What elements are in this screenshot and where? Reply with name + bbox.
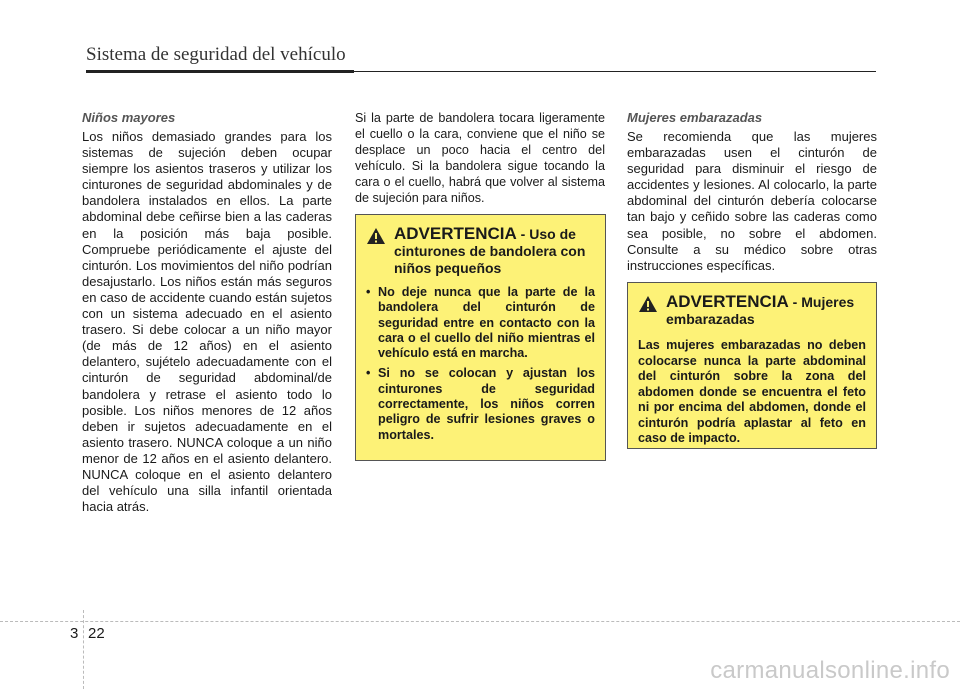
warning-box-pregnant <box>627 282 877 449</box>
column-3 <box>627 110 877 274</box>
warning-box-small-children <box>355 214 606 461</box>
header-rule <box>86 70 354 73</box>
warning-list <box>366 285 595 443</box>
warning-title: - Uso de cinturones de bandolera con niños pequeños <box>394 226 586 276</box>
page-header-title: Sistema de seguridad del vehículo <box>86 44 346 65</box>
column-1 <box>82 110 332 515</box>
warning-triangle-icon <box>366 227 386 245</box>
header-rule-thin <box>354 71 876 72</box>
section-subhead-pregnant: Mujeres embarazadas <box>627 110 763 125</box>
warning-body: Las mujeres embarazadas no deben colocarse nunca la parte abdominal del cinturón sobre la zona del abdomen donde se encuentra el feto ni por encima del abdomen, donde el cinturón podría aplastar al feto en caso de impacto. <box>638 338 866 445</box>
warning-label: ADVERTENCIA <box>394 224 517 243</box>
warning-title: - Mujeres embarazadas <box>666 294 855 327</box>
warning-triangle-icon <box>638 295 658 313</box>
footer-divider <box>83 610 84 689</box>
chapter-number: 3 <box>70 625 79 642</box>
section-body-shoulder-belt: Si la parte de bandolera tocara ligeramente el cuello o la cara, conviene que el niño se desplace un poco hacia el centro del vehículo. Si la bandolera sigue tocando la cara o el cuello, habrá que volver al sistema de sujeción para niños. <box>355 111 605 206</box>
column-2 <box>355 110 605 207</box>
warning-item: • Si no se colocan y ajustan los cinturones de seguridad correctamente, los niños corren peligro de sufrir lesiones graves o mortales. <box>366 366 595 442</box>
footer-rule <box>0 621 960 622</box>
warning-label: ADVERTENCIA <box>666 292 789 311</box>
page-number: 22 <box>88 625 105 642</box>
section-body-pregnant: Se recomienda que las mujeres embarazadas usen el cinturón de seguridad para disminuir el riesgo de accidentes y lesiones. Al colocarlo, la parte abdominal del cinturón debería colocarse tan bajo y ceñido sobre las caderas como sea posible, no sobre el abdomen. Consulte a su médico sobre otras instrucciones específicas. <box>627 129 877 273</box>
section-body-older-children: Los niños demasiado grandes para los sistemas de sujeción deben ocupar siempre los asientos traseros y utilizar los cinturones de seguridad abdominales y de bandolera instalados en ellos. La parte abdominal debe ceñirse bien a las caderas en la posición más baja posible. Compruebe periódicamente el ajuste del cinturón. Los movimientos del niño podrían desajustarlo. Los niños están más seguros en caso de accidente cuando están sujetos con un sistema adecuado en el asiento trasero. Si debe colocar a un niño mayor (de más de 12 años) en el asiento delantero, sujételo adecuadamente con el cinturón de seguridad abdominal/de bandolera y retrase el asiento todo lo posible. Los niños menores de 12 años deben ir sujetos adecuadamente en el asiento trasero. NUNCA coloque a un niño menor de 12 años en el asiento delantero. NUNCA coloque en el asiento delantero del vehículo una silla infantil orientada hacia atrás. <box>82 129 332 515</box>
section-subhead-older-children: Niños mayores <box>82 110 176 125</box>
watermark: carmanualsonline.info <box>710 657 950 684</box>
warning-item: • No deje nunca que la parte de la bandolera del cinturón de seguridad entre en contacto con la cara o el cuello del niño mientras el vehículo está en marcha. <box>366 285 595 361</box>
